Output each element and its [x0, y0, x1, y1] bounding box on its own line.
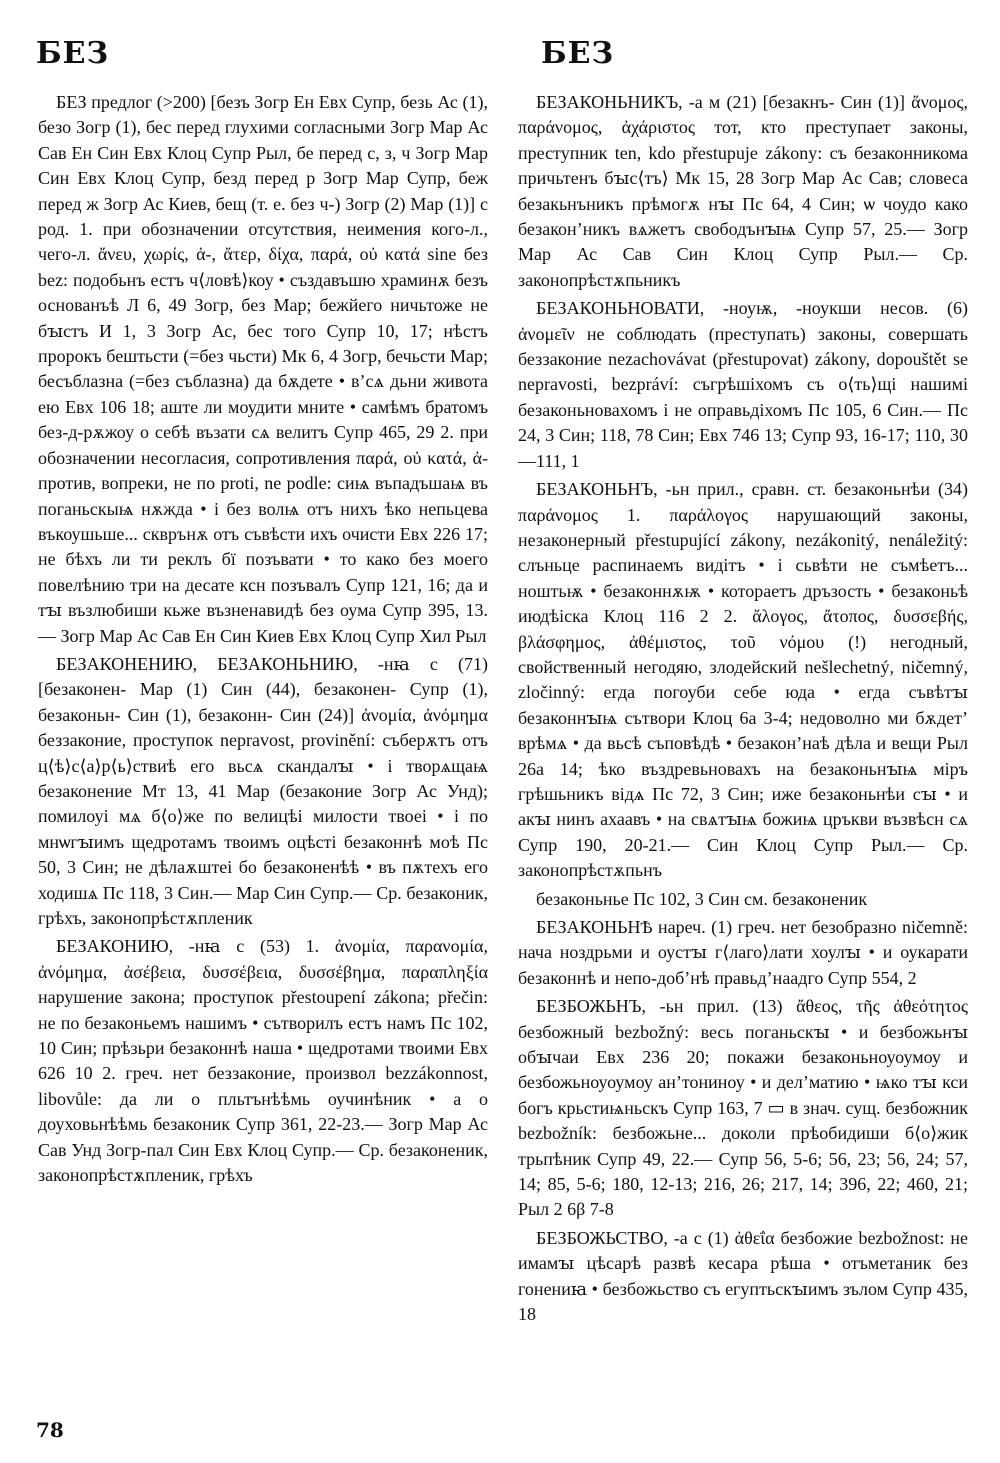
dictionary-entry: [38, 652, 488, 931]
dictionary-entry: [518, 1226, 968, 1328]
dictionary-entry: [518, 90, 968, 293]
entry-text: БЕЗАКОНЬНЪ, -ьн прил., сравн. ст. безаконьнѣи (34) παράνομος 1. παράλογος нарушающий законы, незаконерный přestupující zákony, nezákonitý, nenáležitý: слъньце распинаемъ видітъ • і сьвѣти не съмѣетъ... ноштьѭ • безаконнѫѭ • котораетъ дръзость • безаконьѣ июдѣіска Клоц 116 2 2. ἄλογος, ἄτοπος, δυσσεβής, βλάσφημος, ἀθέμιστος, τοῦ νόμου (!) негодный, свойственный негодяю, злодейский nešlechetný, ničemný, zločinný: егда погоуби себе юда • егда съвѣтꙑ безаконнꙑѩ сътвори Клоц 6а 3-4; недоволно ми бѫдет’ врѣмѧ • да вьсѣ съповѣдѣ • безакон’наѣ дѣла и вещи Рыл 26а 14; ѣко въздревьновахъ на безаконьнꙑѩ міръ грѣшьникъ відѧ Пс 72, 3 Син; иже безаконьнѣи сꙑ • и акꙑ нинъ ахаавъ • на свѧтꙑѩ божиѩ цръкви възвѣсн сѧ Супр 190, 20-21.— Син Клоц Супр Рыл.— Ср. законопрѣстѫпьнъ: [518, 479, 968, 881]
dictionary-entry: [38, 934, 488, 1188]
dictionary-entry: [518, 296, 968, 474]
running-head-left: БЕЗ: [36, 36, 110, 71]
entry-text: БЕЗБОЖЬСТВО, -а с (1) ἀθεΐα безбожие bezbožnost: не имамꙑ цѣсарѣ развѣ кесара рѣша • отъметаник без гонениꙗ • безбожьство съ егуптьскꙑимъ зълом Супр 435, 18: [518, 1227, 968, 1325]
dictionary-entry: [38, 90, 488, 649]
running-head-right: БЕЗ: [541, 36, 615, 71]
entry-text: БЕЗАКОНИЮ, -нꙗ с (53) 1. ἀνομία, παρανομία, ἀνόμημα, ἀσέβεια, δυσσέβεια, δυσσέβημα, παραπληξία нарушение закона; проступок přestoupení zákona; přečin: не по безаконьемъ нашимъ • сътворилъ естъ намъ Пс 102, 10 Син; прѣзьри безаконнѣ наша • щедротами твоими Евх 626 10 2. греч. нет беззаконие, произвол bezzákonnost, libovůle: да ли о пльтънѣѣмь оучинѣник • а о доуховьнѣѣмь безаконик Супр 361, 22-23.— Зогр Мар Ас Сав Унд Зогр-пал Син Евх Клоц Супр.— Ср. безаконеник, законопрѣстѫпленик, грѣхъ: [38, 936, 488, 1186]
entry-text: БЕЗ предлог (>200) [безъ Зогр Ен Евх Супр, безь Ас (1), безо Зогр (1), бес перед глухими согласными Зогр Мар Ас Сав Ен Син Евх Клоц Супр Рыл, бе перед с, з, ч Зогр Мар Син Евх Клоц Супр, безд перед р Зогр Мар Супр, беж перед ж Зогр Ас Киев, бещ (т. е. без ч-) Зогр (2) Мар (1)] с род. 1. при обозначении отсутствия, неимения кого-л., чего-л. ἄνευ, χωρίς, ἀ-, ἄτερ, δίχα, παρά, οὐ κατά sine без bez: подобьнъ естъ ч⟨ловѣ⟩коу • създавъшю храминѫ безъ основанъѣ Л 6, 49 Зогр, без Мар; бежйего ничьтоже не бꙑстъ И 1, 3 Зогр Ас, бес того Супр 10, 17; нѣстъ пророкъ бештьсти (=без чьсти) Мк 6, 4 Зогр, бечьсти Мар; бесъблазна (=без съблазна) да бѫдете • в’сѧ дьни живота ею Евх 106 18; аште ли моудити мните • самѣмъ братомъ без-д-рѫжоу о себѣ възати сѧ велитъ Супр 465, 29 2. при обозначении несогласия, сопротивления παρά, οὐ κατά, ἀ- против, вопреки, не по proti, ne podle: сиѩ въпадъшаѩ въ поганьскыѩ нѫжда • і без волѩ отъ нихъ ѣко непьцева въкоушьше... скврънѫ отъ съвѣсти ихъ очисти Евх 226 17; не бѣхъ ли ти реклъ бї позъвати • то како без моего повелѣнию три на десате ксн позъвалъ Супр 121, 16; да и тꙑ възлюбиши кьже възненавидѣ без оума Супр 395, 13.— Зогр Мар Ас Сав Ен Син Киев Евх Клоц Супр Хил Рыл: [38, 92, 488, 646]
entry-text: безаконьнье Пс 102, 3 Син см. безаконеник: [536, 888, 868, 909]
entry-text: БЕЗАКОНЬНОВАТИ, -ноуѭ, -ноукши несов. (6) ἀνομεῖν не соблюдать (преступать) законы, совершать беззаконие nezachovávat (přestupovat) zákony, dopouštět se nepravosti, bezpráví: съгрѣшіхомъ съ о⟨ть⟩щі нашимі безаконьновахомъ і не оправьдіхомъ Пс 105, 6 Син.— Пс 24, 3 Син; 118, 78 Син; Евх 746 13; Супр 93, 16-17; 110, 30—111, 1: [518, 298, 968, 471]
dictionary-entry: [518, 477, 968, 884]
dictionary-entry: [518, 887, 968, 912]
entry-text: БЕЗБОЖЬНЪ, -ьн прил. (13) ἄθεος, τῆς ἀθεότητος безбожный bezbožný: весь поганьскꙑ • и безбожьнꙑ обꙑчаи Евх 236 20; покажи безаконьноуоумоу и безбожьноуоумоу ан’тониноу • и дел’матию • ѩко тꙑ кси богъ крьстиѩньскъ Супр 163, 7 ▭ в знач. сущ. безбожник bezbožník: безбожьне... доколи прѣобидиши б⟨о⟩жик трьпѣник Супр 49, 22.— Супр 56, 5-6; 56, 23; 56, 24; 57, 14; 85, 5-6; 180, 12-13; 216, 26; 217, 14; 396, 22; 460, 21; Рыл 2 6β 7-8: [518, 996, 968, 1220]
entry-text: БЕЗАКОНЬНѢ нареч. (1) греч. нет безобразно ničemně: нача ноздрьми и оустꙑ г⟨лаго⟩лати хоулꙑ • и оукарати безаконнѣ и непо-доб’нѣ правьд’наадго Супр 554, 2: [518, 917, 968, 988]
entry-text: БЕЗАКОНЕНИЮ, БЕЗАКОНЬНИЮ, -нꙗ с (71) [безаконен- Мар (1) Син (44), безаконен- Супр (1), безаконьн- Син (1), безаконн- Син (24)] ἀνομία, ἀνόμημα беззаконие, проступок nepravost, provinění: съберѫтъ отъ ц⟨ѣ⟩с⟨а⟩р⟨ь⟩ствиѣ его вьсѧ скандалꙑ • і творѧщаѩ безаконение Мт 13, 41 Мар (безаконие Зогр Ас Унд); помилоуі мѧ б⟨о⟩же по велицѣі милости твоеі • і по мнѡгꙑимъ щедротамъ твоимъ оцѣсті безаконнѣ моѣ Пс 50, 3 Син; не дѣлаѫштеі бо безаконенѣѣ • въ пѫтехъ его ходишѧ Пс 118, 3 Син.— Мар Син Супр.— Ср. безаконик, грѣхъ, законопрѣстѫпленик: [38, 653, 488, 928]
left-column: [38, 90, 488, 1188]
page-number: 78: [36, 1418, 64, 1442]
dictionary-entry: [518, 994, 968, 1223]
dictionary-entry: [518, 915, 968, 991]
entry-text: БЕЗАКОНЬНИКЪ, -а м (21) [безакнъ- Син (1)] ἄνομος, παράνομος, ἀχάριστος тот, кто преступает законы, преступник ten, kdo přestupuje zákony: съ безаконникома причьтенъ бꙑс⟨тъ⟩ Мк 15, 28 Зогр Мар Ас Сав; словеса безакьнъникъ прѣмогѫ нꙑ Пс 64, 4 Син; ѡ чоудо како безакон’никъ вѧжетъ свободънꙑѩ Супр 57, 25.— Зогр Мар Ас Сав Син Клоц Супр Рыл.— Ср. законопрѣстѫпьникъ: [518, 92, 968, 290]
right-column: [518, 90, 968, 1328]
